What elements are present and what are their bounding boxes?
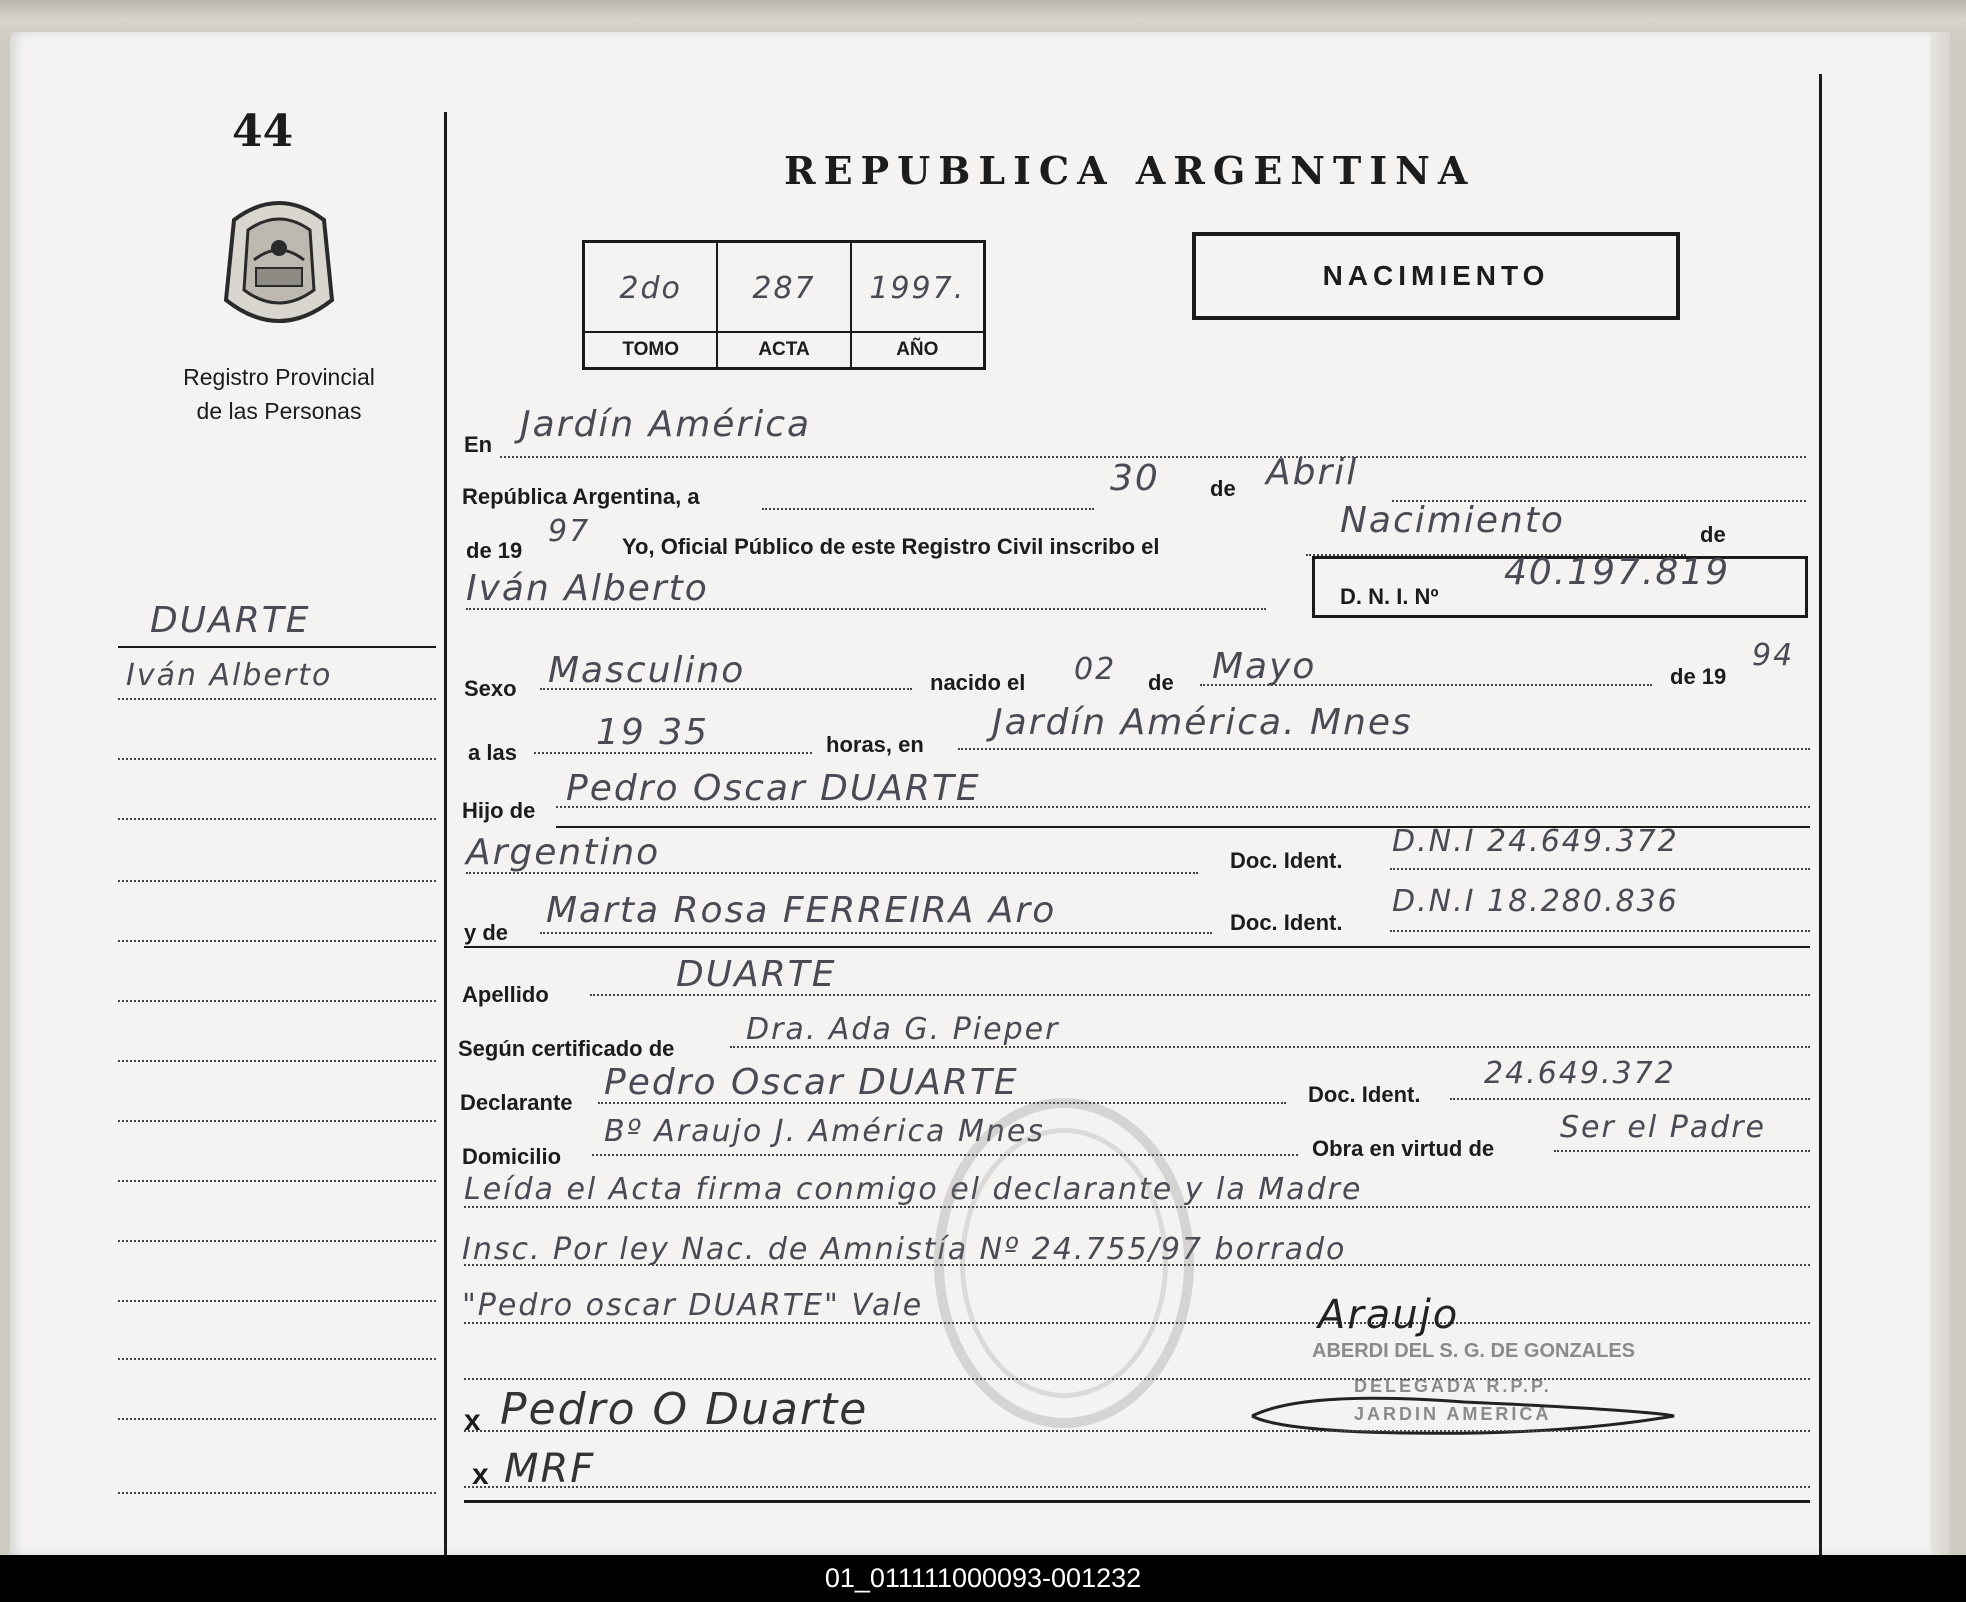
sexo-value: Masculino xyxy=(548,650,746,691)
sexo-line xyxy=(540,688,912,690)
en-label: En xyxy=(464,432,493,457)
margin-line xyxy=(118,1418,436,1420)
birth-year-suffix: 94 xyxy=(1752,638,1795,673)
margin-line xyxy=(118,1240,436,1242)
registry-name-line1: Registro Provincial xyxy=(183,364,375,390)
parents-underline xyxy=(464,946,1810,948)
folio-number: 44 xyxy=(232,106,294,157)
registry-name-line2: de las Personas xyxy=(196,398,362,424)
certificado-value: Dra. Ada G. Pieper xyxy=(746,1012,1060,1047)
y-de-label: y de xyxy=(464,920,509,945)
birth-place-line xyxy=(958,748,1810,750)
month-value: Abril xyxy=(1266,452,1359,493)
declarante-doc-label: Doc. Ident. xyxy=(1308,1082,1421,1107)
mother-doc-line xyxy=(1390,930,1810,932)
declarante-label: Declarante xyxy=(460,1090,573,1115)
margin-line xyxy=(118,1300,436,1302)
acta-label: ACTA xyxy=(718,331,849,367)
mother-doc-label: Doc. Ident. xyxy=(1230,910,1343,935)
sexo-label: Sexo xyxy=(464,676,517,701)
margin-line xyxy=(118,1180,436,1182)
a-las-label: a las xyxy=(468,740,517,765)
note-line-3: "Pedro oscar DUARTE" Vale xyxy=(462,1288,924,1323)
stamp-line-3: JARDIN AMERICA xyxy=(1354,1404,1552,1424)
margin-surname: DUARTE xyxy=(150,600,311,641)
signature-marker-1: x xyxy=(464,1404,481,1437)
nacido-label: nacido el xyxy=(930,670,1026,695)
stamp-line-2: DELEGADA R.P.P. xyxy=(1354,1376,1552,1396)
record-type-box: NACIMIENTO xyxy=(1192,232,1680,320)
official-signature: Araujo xyxy=(1318,1292,1460,1338)
birth-month: Mayo xyxy=(1212,646,1317,687)
apellido-label: Apellido xyxy=(462,982,549,1007)
margin-line xyxy=(118,1120,436,1122)
birth-time-line xyxy=(534,752,812,754)
registry-reference-table xyxy=(582,240,986,370)
apellido-line xyxy=(590,994,1810,996)
father-doc: D.N.I 24.649.372 xyxy=(1392,824,1679,859)
certificado-line xyxy=(730,1046,1810,1048)
declarante-doc-line xyxy=(1450,1098,1810,1100)
declarant-signature: Pedro O Duarte xyxy=(500,1384,869,1435)
hijo-label: Hijo de xyxy=(462,798,536,823)
page-curl xyxy=(1930,32,1950,1555)
domicilio-label: Domicilio xyxy=(462,1144,562,1169)
note-line-2: Insc. Por ley Nac. de Amnistía Nº 24.755/97 borrado xyxy=(462,1232,1347,1267)
note-line-1: Leída el Acta firma conmigo el declarante y la Madre xyxy=(464,1172,1363,1207)
margin-divider xyxy=(118,646,436,648)
declarante-line xyxy=(598,1102,1286,1104)
margin-line xyxy=(118,940,436,942)
anio-cell xyxy=(852,243,983,367)
father-line xyxy=(556,806,1810,808)
obra-line xyxy=(1554,1150,1810,1152)
country-title: REPUBLICA ARGENTINA xyxy=(784,148,1476,193)
margin-line xyxy=(118,1000,436,1002)
domicilio-line xyxy=(592,1154,1298,1156)
de19-label: de 19 xyxy=(1670,664,1727,689)
father-doc-line xyxy=(1390,868,1810,870)
margin-line xyxy=(118,880,436,882)
signature-rule-3 xyxy=(464,1486,1810,1488)
domicilio-value: Bº Araujo J. América Mnes xyxy=(604,1114,1045,1149)
declarante-doc: 24.649.372 xyxy=(1484,1056,1676,1091)
en-value: Jardín América xyxy=(520,404,812,445)
father-name: Pedro Oscar DUARTE xyxy=(566,768,981,809)
nationality-line xyxy=(466,872,1198,874)
republica-label: República Argentina, a xyxy=(462,484,700,509)
obra-label: Obra en virtud de xyxy=(1312,1136,1495,1161)
mother-doc: D.N.I 18.280.836 xyxy=(1392,884,1679,919)
mother-line xyxy=(540,932,1212,934)
column-rule xyxy=(444,112,447,1555)
tomo-value: 2do xyxy=(619,271,682,306)
acta-value: 287 xyxy=(752,271,816,306)
anio-label: AÑO xyxy=(852,331,983,367)
margin-line xyxy=(118,818,436,820)
de-label-3: de xyxy=(1148,670,1174,695)
margin-line xyxy=(118,1492,436,1494)
right-rule xyxy=(1819,74,1822,1555)
margin-given-names: Iván Alberto xyxy=(126,658,333,693)
de-label: de xyxy=(1210,476,1236,501)
date-line xyxy=(762,508,1094,510)
margin-line xyxy=(118,1060,436,1062)
signature-marker-2: x xyxy=(472,1458,489,1491)
anio-value: 1997. xyxy=(869,271,966,306)
mother-signature: MRF xyxy=(504,1446,596,1492)
birth-day: 02 xyxy=(1074,652,1117,687)
stamp-line-1: ABERDI DEL S. G. DE GONZALES xyxy=(1312,1340,1635,1362)
declarante-value: Pedro Oscar DUARTE xyxy=(604,1062,1019,1103)
year-suffix: 97 xyxy=(548,514,591,549)
year-prefix-label: de 19 xyxy=(466,538,523,563)
apellido-value: DUARTE xyxy=(676,954,837,995)
birth-time: 19 35 xyxy=(596,712,710,753)
child-name: Iván Alberto xyxy=(466,568,709,609)
oficial-label: Yo, Oficial Público de este Registro Civil inscribo el xyxy=(622,534,1160,559)
image-caption: 01_011111000093-001232 xyxy=(0,1555,1966,1602)
father-doc-label: Doc. Ident. xyxy=(1230,848,1343,873)
signature-rule-1 xyxy=(464,1378,1810,1380)
horas-label: horas, en xyxy=(826,732,924,757)
mother-name: Marta Rosa FERREIRA Aro xyxy=(546,890,1057,931)
acta-cell xyxy=(718,243,851,367)
father-nationality: Argentino xyxy=(466,832,661,873)
certificado-label: Según certificado de xyxy=(458,1036,675,1061)
signature-rule-2 xyxy=(464,1430,1810,1432)
day-value: 30 xyxy=(1110,458,1160,499)
inscribe-value: Nacimiento xyxy=(1340,500,1565,541)
margin-line xyxy=(118,1358,436,1360)
tomo-cell xyxy=(585,243,718,367)
dni-value: 40.197.819 xyxy=(1504,552,1731,593)
margin-line xyxy=(118,698,436,700)
tomo-label: TOMO xyxy=(585,331,716,367)
provincial-seal-icon xyxy=(214,190,344,338)
bottom-rule xyxy=(464,1500,1810,1503)
official-seal-inner xyxy=(960,1128,1168,1398)
de-label-2: de xyxy=(1700,522,1726,547)
obra-value: Ser el Padre xyxy=(1560,1110,1767,1145)
birth-place: Jardín América. Mnes xyxy=(992,702,1413,743)
dni-label: D. N. I. Nº xyxy=(1340,584,1439,609)
child-name-line xyxy=(466,608,1266,610)
margin-line xyxy=(118,758,436,760)
birth-month-line xyxy=(1200,684,1652,686)
